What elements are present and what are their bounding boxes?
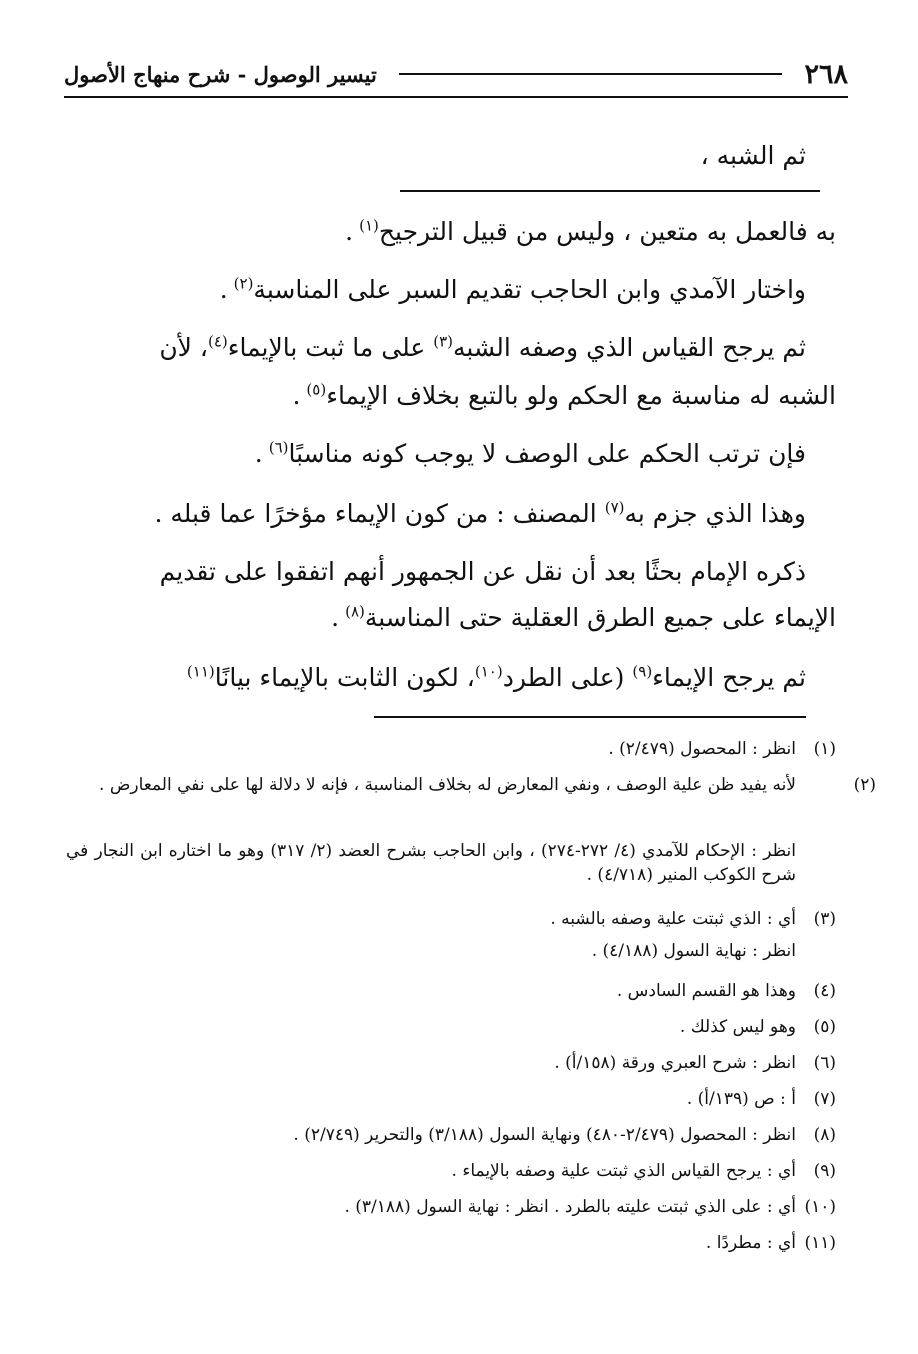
- footnote-5: [66, 1016, 836, 1040]
- footnote-ref-11[interactable]: (١١): [186, 662, 215, 681]
- paragraph-3-part-c: ، لأن: [159, 333, 208, 362]
- paragraph-1: [345, 218, 836, 246]
- text-separator: [400, 190, 820, 192]
- paragraph-3-part-b: على ما ثبت بالإيماء: [227, 333, 434, 362]
- footnote-text: أ : ص (١٣٩/أ) .: [686, 1089, 796, 1109]
- footnote-ref-2[interactable]: (٢): [233, 274, 254, 293]
- paragraph-4-end: .: [254, 439, 263, 468]
- footnote-number: (١١): [804, 1233, 836, 1253]
- footnote-number: (٧): [813, 1089, 836, 1109]
- opening-text: ثم الشبه ،: [700, 141, 806, 170]
- footnote-text: انظر : المحصول (٢/٤٧٩) .: [608, 739, 796, 759]
- header-rule: [399, 73, 783, 75]
- paragraph-6-line-2-text: الإيماء على جميع الطرق العقلية حتى المناسبة: [364, 603, 836, 632]
- footnote-ref-9[interactable]: (٩): [632, 662, 653, 681]
- paragraph-6-line-2: [331, 604, 836, 632]
- footnote-number: (٩): [813, 1161, 836, 1181]
- footnote-number: (٣): [813, 909, 836, 929]
- footnote-number: (٢): [853, 775, 876, 795]
- footnote-ref-4[interactable]: (٤): [207, 332, 228, 351]
- running-title: تيسير الوصول - شرح منهاج الأصول: [64, 61, 377, 87]
- footnote-ref-6[interactable]: (٦): [268, 438, 289, 457]
- paragraph-3-part-a: ثم يرجح القياس الذي وصفه الشبه: [453, 333, 806, 362]
- footnote-text: أي : الذي ثبتت علية وصفه بالشبه .: [550, 909, 796, 929]
- footnote-1: [66, 738, 836, 762]
- footnote-4: [66, 980, 836, 1004]
- footnote-number: (١٠): [804, 1197, 836, 1217]
- footnote-ref-8[interactable]: (٨): [345, 602, 365, 621]
- paragraph-2-end: .: [219, 275, 228, 304]
- footnote-number: (٦): [813, 1053, 836, 1073]
- footnote-number: (٨): [813, 1125, 836, 1145]
- footnote-2: [66, 774, 876, 798]
- paragraph-5-part-b: المصنف : من كون الإيماء مؤخرًا عما قبله .: [154, 499, 605, 528]
- footnote-ref-10[interactable]: (١٠): [474, 662, 503, 681]
- paragraph-5-part-a: وهذا الذي جزم به: [624, 499, 806, 528]
- footnote-text: أي : مطردًا .: [705, 1233, 796, 1253]
- footnote-7: [66, 1088, 836, 1112]
- footnote-ref-7[interactable]: (٧): [604, 498, 625, 517]
- footnote-text: انظر : المحصول (٢/٤٧٩-٤٨٠) ونهاية السول (٣/١٨٨) والتحرير (٢/٧٤٩) .: [293, 1125, 796, 1145]
- footnote-6: [66, 1052, 836, 1076]
- paragraph-1-end: .: [345, 217, 354, 246]
- paragraph-3-line-2-text: الشبه له مناسبة مع الحكم ولو بالتبع بخلاف الإيماء: [326, 381, 836, 410]
- footnote-text: وهذا هو القسم السادس .: [616, 981, 796, 1001]
- paragraph-4: [255, 440, 806, 468]
- footnote-3: [66, 908, 836, 932]
- paragraph-3-line-1: [159, 334, 806, 362]
- paragraph-5: [154, 500, 806, 528]
- paragraph-6-end: .: [331, 603, 340, 632]
- footnote-ref-1[interactable]: (١): [359, 216, 379, 235]
- footnote-11: [66, 1232, 836, 1256]
- footnote-text: انظر : شرح العبري ورقة (١٥٨/أ) .: [554, 1053, 796, 1073]
- footnote-9: [66, 1160, 836, 1184]
- footnote-text: انظر : الإحكام للآمدي (٤/ ٢٧٢-٢٧٤) ، وابن الحاجب بشرح العضد (٢/ ٣١٧) وهو ما اختاره ابن النجار في شرح الكوكب المنير (٤/٧١٨) .: [66, 841, 796, 885]
- paragraph-7-part-a: ثم يرجح الإيماء: [652, 663, 806, 692]
- footnote-8: [66, 1124, 836, 1148]
- footnote-text: أي : على الذي ثبتت عليته بالطرد . انظر : نهاية السول (٣/١٨٨) .: [344, 1197, 796, 1217]
- footnote-2-continued: [66, 840, 836, 888]
- footnote-text: انظر : نهاية السول (٤/١٨٨) .: [591, 941, 796, 961]
- footnote-number: (٥): [813, 1017, 836, 1037]
- paragraph-7-part-b: (على الطرد: [502, 663, 633, 692]
- opening-line: [701, 142, 806, 170]
- footnote-ref-5[interactable]: (٥): [306, 380, 327, 399]
- footnote-text: وهو ليس كذلك .: [679, 1017, 796, 1037]
- paragraph-2: [220, 276, 806, 304]
- paragraph-7-part-c: ، لكون الثابت بالإيماء بيانًا: [214, 663, 475, 692]
- paragraph-7: [187, 664, 806, 692]
- paragraph-2-text: واختار الآمدي وابن الحاجب تقديم السبر على المناسبة: [253, 275, 806, 304]
- footnote-text: لأنه يفيد ظن علية الوصف ، ونفي المعارض له بخلاف المناسبة ، فإنه لا دلالة لها على نفي المعارض .: [99, 775, 796, 795]
- footnote-3-continued: [66, 940, 836, 964]
- paragraph-4-text: فإن ترتب الحكم على الوصف لا يوجب كونه مناسبًا: [288, 439, 806, 468]
- paragraph-6-line-1-text: ذكره الإمام بحثًا بعد أن نقل عن الجمهور أنهم اتفقوا على تقديم: [159, 557, 806, 586]
- paragraph-3-line-2: [292, 382, 836, 410]
- page-header: [64, 52, 848, 98]
- footnote-10: [66, 1196, 836, 1220]
- footnote-separator: [374, 716, 806, 718]
- paragraph-1-text: به فالعمل به متعين ، وليس من قبيل الترجيح: [378, 217, 836, 246]
- footnote-number: (١): [813, 739, 836, 759]
- page-number: ٢٦٨: [804, 58, 848, 90]
- paragraph-3-end: .: [292, 381, 301, 410]
- footnote-number: (٤): [813, 981, 836, 1001]
- footnote-text: أي : يرجح القياس الذي ثبتت علية وصفه بالإيماء .: [451, 1161, 796, 1181]
- paragraph-6-line-1: [160, 558, 806, 586]
- footnote-ref-3[interactable]: (٣): [433, 332, 454, 351]
